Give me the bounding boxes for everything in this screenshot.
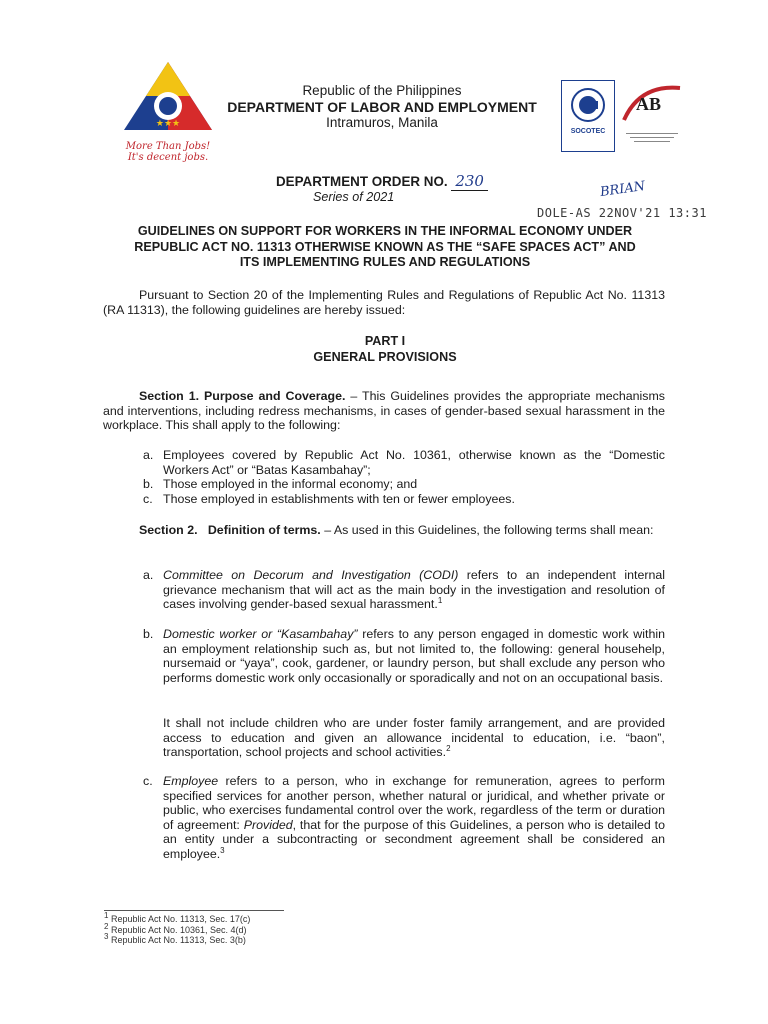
definition-text: It shall not include children who are under foster family arrangement, and are provided access to education and given an allowance incidental to education, i.e. “baon”, transportation, school projects and school activities. [163,716,665,760]
socotec-logo [561,80,615,152]
footnote-text: Republic Act No. 10361, Sec. 4(d) [108,924,247,935]
list-item-text: Those employed in the informal economy; and [163,477,418,492]
socotec-emblem-icon [570,87,606,123]
dole-triangle-icon [120,58,216,134]
footnote-text: Republic Act No. 11313, Sec. 3(b) [108,935,246,946]
list-marker: c. [143,491,153,506]
footnote-text: Republic Act No. 11313, Sec. 17(c) [108,914,251,924]
address-line: Intramuros, Manila [326,115,438,130]
list-item [143,477,665,492]
footnote [104,921,504,936]
list-marker: a. [143,448,154,462]
section-1 [103,389,665,433]
footnote-number: 3 [104,932,109,942]
footnote-number: 2 [104,921,109,931]
definition-domestic-worker-exclusion [163,716,665,760]
socotec-label: SOCOTEC [570,128,606,135]
list-marker: b. [143,627,154,641]
proviso-word: Provided [243,817,293,832]
logo-tagline-2: It's decent jobs. [127,152,209,163]
pab-logo [620,80,684,152]
logo-tagline-1: More Than Jobs! [125,141,211,152]
list-marker: a. [143,568,154,582]
list-item-text: Employees covered by Republic Act No. 10361, otherwise known as the “Domestic Workers Act” or “Batas Kasambahay”; [163,448,665,477]
section-1-list [143,448,665,506]
intro-text: Pursuant to Section 20 of the Implementing Rules and Regulations of Republic Act No. 11313 (RA 11313), the following guidelines are hereby issued: [103,288,665,317]
part-name: GENERAL PROVISIONS [313,349,457,364]
definition-text: refers to any person engaged in domestic work within an employment relationship such as, but not limited to, the following: general househelp, nursemaid or “yaya”, cook, gardener, or laundry person, but shall exclude any person who performs domestic work only occasionally or sporadically and not on an occupational basis. [163,627,665,685]
order-number-line [276,172,516,190]
order-series: Series of 2021 [313,190,395,204]
order-label: DEPARTMENT ORDER NO. [276,174,448,189]
dole-logo [120,58,216,164]
list-item-text: Those employed in establishments with ten or fewer employees. [163,491,515,506]
part-heading [102,334,668,365]
footnotes [104,911,504,946]
list-marker: c. [143,774,153,788]
list-marker: b. [143,477,154,492]
footnote [104,932,504,946]
department-name: DEPARTMENT OF LABOR AND EMPLOYMENT [227,99,537,115]
order-number: 230 [451,172,488,191]
title-line-1: GUIDELINES ON SUPPORT FOR WORKERS IN THE INFORMAL ECONOMY UNDER [137,224,633,238]
svg-text:★★★: ★★★ [155,119,181,129]
section-1-heading: Section 1. Purpose and Coverage. [139,389,346,403]
title-line-3: ITS IMPLEMENTING RULES AND REGULATIONS [239,255,531,269]
document-title [102,224,668,271]
section-2-heading: Section 2. Definition of terms. [139,523,321,537]
definition-domestic-worker [143,627,665,685]
footnote-divider [104,910,284,911]
republic-line: Republic of the Philippines [302,83,462,98]
received-stamp: DOLE-AS 22NOV'21 13:31 [537,206,707,220]
letterhead [222,83,542,131]
footnote-number: 1 [104,911,109,920]
section-2-body: – As used in this Guidelines, the following terms shall mean: [320,523,654,537]
title-line-2: REPUBLIC ACT NO. 11313 OTHERWISE KNOWN AS THE “SAFE SPACES ACT” AND [134,239,636,254]
footnote [104,911,504,925]
term-domestic-worker: Domestic worker or “Kasambahay” [163,627,358,641]
footnote-ref[interactable]: 3 [220,845,225,855]
pab-label: AB [636,94,662,114]
intro-paragraph [103,288,665,317]
term-codi: Committee on Decorum and Investigation (CODI) [163,568,459,582]
definition-text: , that for the purpose of this Guidelines, a person who is detailed to an entity under a subcontracting or secondment agreement shall be considered an employee. [163,817,666,861]
term-employee: Employee [163,774,219,788]
footnote-ref[interactable]: 2 [446,744,451,754]
section-2 [103,523,665,538]
definition-codi [143,568,665,612]
section-1-body: – This Guidelines provides the appropriate mechanisms and interventions, including redress mechanisms, in cases of gender-based sexual harassment in the workplace. This shall apply to the following: [103,389,666,433]
list-item [143,492,665,507]
footnote-ref[interactable]: 1 [437,596,443,606]
definition-text: refers to an independent internal grievance mechanism that will act as the main body in the investigation and resolution of cases involving gender-based sexual harassment. [163,568,665,612]
definition-text: refers to a person, who in exchange for remuneration, agrees to perform specified services for another person, whether natural or juridical, and whether private or public, who exercises fundamental control over the work, regardless of the term or duration of agreement: [163,774,665,832]
part-label: PART I [364,334,406,348]
definition-employee [143,774,665,862]
list-item [143,448,665,477]
stamp-initials: BRIAN [599,178,647,201]
